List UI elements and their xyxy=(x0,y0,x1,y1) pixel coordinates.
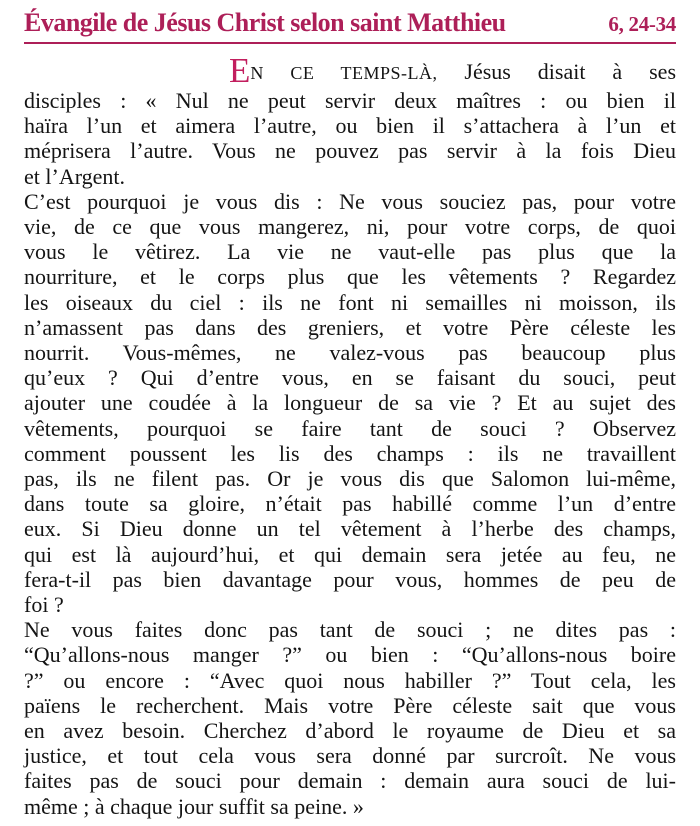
text-line: foi ? xyxy=(24,592,64,618)
text-line: ?” ou encore : “Avec quoi nous habiller ?” Tout cela, les xyxy=(24,667,676,693)
incipit-text: Jésus disait à ses xyxy=(437,59,677,84)
text-line: nourrit. Vous-mêmes, ne valez-vous pas beaucoup plus xyxy=(24,340,676,366)
text-line: fera-t-il pas bien davantage pour vous, hommes de peu de xyxy=(24,566,676,592)
text-line: vie, de ce que vous mangerez, ni, pour votre corps, de quoi xyxy=(24,214,676,240)
text-line: même ; à chaque jour suffit sa peine. » xyxy=(24,793,364,819)
incipit-line xyxy=(24,53,676,88)
text-line: dans toute sa gloire, n’était pas habillé comme l’un d’entre xyxy=(24,491,676,517)
text-line: pas, ils ne filent pas. Or je vous dis que Salomon lui-même, xyxy=(24,466,676,492)
incipit-initial: E xyxy=(229,51,251,90)
text-line: “Qu’allons-nous manger ?” ou bien : “Qu’allons-nous boire xyxy=(24,642,676,668)
text-line: nourriture, et le corps plus que les vêtements ? Regardez xyxy=(24,264,676,290)
text-line: vêtements, pourquoi se faire tant de souci ? Observez xyxy=(24,415,676,441)
text-line: méprisera l’autre. Vous ne pouvez pas servir à la fois Dieu xyxy=(24,138,676,164)
text-line: comment poussent les lis des champs : ils ne travaillent xyxy=(24,440,676,466)
title-rule xyxy=(24,42,676,44)
chapter-verse-reference: 6, 24-34 xyxy=(608,12,676,36)
text-line: disciples : « Nul ne peut servir deux maîtres : ou bien il xyxy=(24,88,676,113)
text-line: C’est pourquoi je vous dis : Ne vous souciez pas, pour votre xyxy=(24,188,676,214)
incipit-small-caps: N CE TEMPS-LÀ, xyxy=(250,63,438,83)
text-line: eux. Si Dieu donne un tel vêtement à l’herbe des champs, xyxy=(24,516,676,542)
text-line: et l’Argent. xyxy=(24,163,126,189)
text-line: n’amassent pas dans des greniers, et votre Père céleste les xyxy=(24,314,676,340)
text-line: vous le vêtirez. La vie ne vaut-elle pas plus que la xyxy=(24,239,676,265)
text-line: en avez besoin. Cherchez d’abord le royaume de Dieu et sa xyxy=(24,718,676,744)
text-line: ajouter une coudée à la longueur de sa vie ? Et au sujet des xyxy=(24,390,676,416)
page-header xyxy=(24,8,676,38)
text-line: païens le recherchent. Mais votre Père céleste sait que vous xyxy=(24,692,676,718)
text-line: Ne vous faites donc pas tant de souci ; ne dites pas : xyxy=(24,617,676,643)
text-line: faites pas de souci pour demain : demain aura souci de lui- xyxy=(24,768,676,794)
text-line: qui est là aujourd’hui, et qui demain sera jetée au feu, ne xyxy=(24,541,676,567)
gospel-body xyxy=(24,53,676,819)
text-line: haïra l’un et aimera l’autre, ou bien il s’attachera à l’un et xyxy=(24,113,676,139)
text-line: les oiseaux du ciel : ils ne font ni semailles ni moisson, ils xyxy=(24,289,676,315)
text-line: justice, et tout cela vous sera donné par surcroît. Ne vous xyxy=(24,743,676,769)
page-title: Évangile de Jésus Christ selon saint Matthieu xyxy=(24,8,506,37)
text-line: qu’eux ? Qui d’entre vous, en se faisant du souci, peut xyxy=(24,365,676,391)
